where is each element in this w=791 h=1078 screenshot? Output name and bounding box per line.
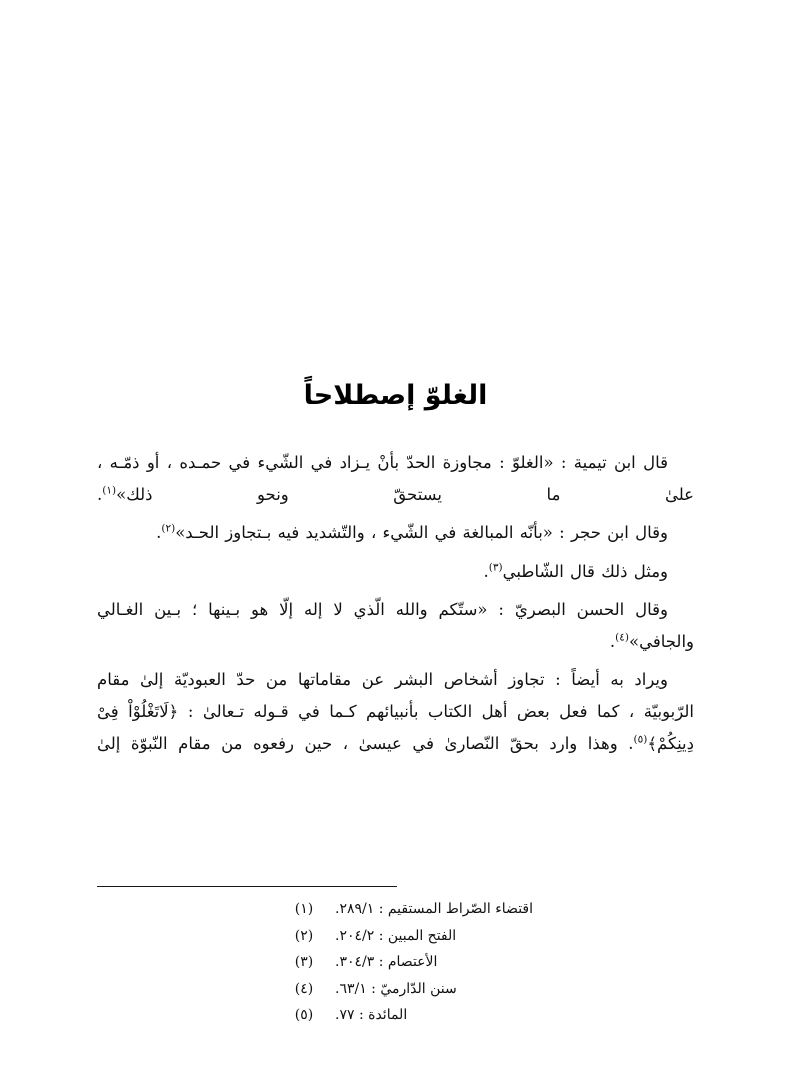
paragraph-5-text: ويراد به أيضاً : تجاوز أشخاص البشر عن مقاماتها من حدّ العبوديّة إلىٰ مقام الرّبوبيّة ، كما فعل بعض أهل الكتاب بأنبيائهم كـما في قـوله تـعالىٰ : ﴿لَاتَغْلُوْاْ فِىْ دِينِكُمْ﴾ bbox=[97, 670, 694, 754]
footnote-item bbox=[97, 923, 694, 950]
footnote-item bbox=[97, 949, 694, 976]
paragraph-4-text: وقال الحسن البصريّ : «ستّكم والله الّذي لا إله إلّا هو بـينها ؛ بـين الغـالي والجافي» bbox=[97, 599, 694, 651]
paragraph-1-text: قال ابن تيمية : «الغلوّ : مجاوزة الحدّ بأنْ يـزاد في الشّيء في حمـده ، أو ذمّـه ، علىٰ ما يستحقّ ونحو ذلك» bbox=[97, 453, 694, 505]
footnotes-list bbox=[97, 896, 694, 1029]
paragraph-3-tail: . bbox=[483, 561, 489, 581]
paragraph-4 bbox=[97, 594, 694, 658]
paragraph-3 bbox=[97, 556, 694, 588]
footnote-number: (٤) bbox=[294, 980, 314, 997]
paragraph-5 bbox=[97, 664, 694, 761]
footnote-text: الأعتصام : ٣٠٤/٣. bbox=[335, 954, 438, 971]
page-title: الغلوّ إصطلاحاً bbox=[303, 380, 488, 411]
paragraph-1-tail: . bbox=[97, 485, 103, 505]
footnote-text: المائدة : ٧٧. bbox=[335, 1007, 408, 1024]
footnote-number: (٣) bbox=[294, 954, 314, 971]
paragraph-3-text: ومثل ذلك قال الشّاطبي bbox=[502, 561, 668, 581]
footnote-text: سنن الدّارميّ : ٦٣/١. bbox=[335, 980, 457, 997]
footnote-item bbox=[97, 976, 694, 1003]
footnote-number: (٥) bbox=[294, 1007, 314, 1024]
paragraph-5-tail: . وهذا وارد بحقّ النّصارىٰ في عيسىٰ ، حين رفعوه من مقام النّبوّة إلىٰ bbox=[97, 734, 634, 754]
footnote-text: اقتضاء الصّراط المستقيم : ٢٨٩/١. bbox=[335, 901, 534, 917]
footnote-number: (١) bbox=[294, 901, 314, 917]
footnote-ref-3: (٣) bbox=[488, 561, 503, 574]
footnote-item bbox=[97, 896, 694, 923]
paragraph-2-tail: . bbox=[156, 523, 162, 543]
footnote-ref-5: (٥) bbox=[633, 733, 648, 746]
paragraph-1 bbox=[97, 447, 694, 511]
footnote-ref-2: (٢) bbox=[161, 522, 176, 535]
page-body bbox=[97, 380, 694, 767]
paragraph-2 bbox=[97, 517, 694, 549]
footnote-number: (٢) bbox=[294, 927, 314, 944]
paragraph-4-tail: . bbox=[609, 631, 616, 651]
footnote-text: الفتح المبين : ٢٠٤/٢. bbox=[335, 927, 457, 944]
footnote-ref-4: (٤) bbox=[615, 631, 629, 644]
footnote-divider bbox=[97, 886, 397, 887]
paragraph-2-text: وقال ابن حجر : «بأنّه المبالغة في الشّيء ، والتّشديد فيه بـتجاوز الحـد» bbox=[175, 523, 668, 543]
footnote-ref-1: (١) bbox=[102, 484, 117, 497]
footnote-item bbox=[97, 1002, 694, 1029]
